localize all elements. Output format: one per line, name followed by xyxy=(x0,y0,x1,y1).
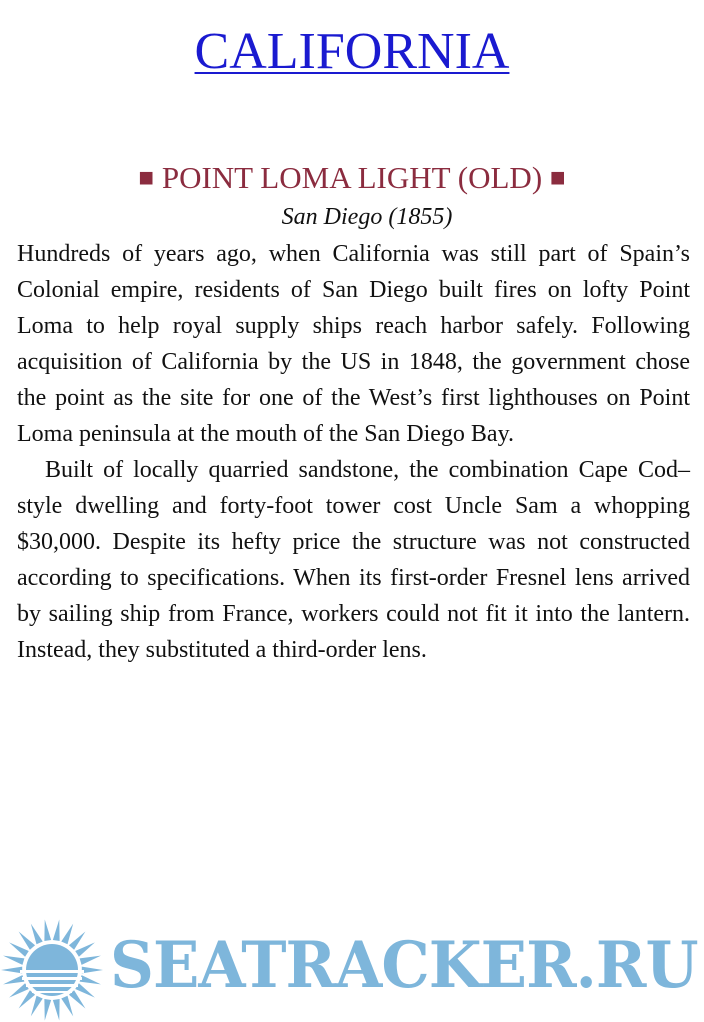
location-year: San Diego (1855) xyxy=(281,204,453,230)
sun-ray xyxy=(82,967,103,974)
sun-ray xyxy=(69,990,85,1008)
sun-ray xyxy=(1,967,22,974)
sun-ray xyxy=(31,924,43,945)
sun-ray xyxy=(80,956,101,965)
sun-icon xyxy=(0,918,104,1022)
site-logo xyxy=(0,910,704,1019)
state-title-link[interactable]: CALIFORNIA xyxy=(194,23,510,80)
sun-ray xyxy=(53,920,60,941)
square-marker-icon: ■ xyxy=(549,163,566,192)
lighthouse-heading xyxy=(0,158,704,198)
page-title xyxy=(0,22,704,82)
sun-ray xyxy=(19,990,35,1008)
sun-ray xyxy=(9,942,29,956)
sun-ray xyxy=(44,999,51,1020)
sun-ray xyxy=(61,996,73,1017)
sun-ray xyxy=(19,931,35,949)
sun-ray xyxy=(53,999,60,1020)
lighthouse-name: POINT LOMA LIGHT (OLD) xyxy=(161,160,543,195)
sun-ray xyxy=(75,942,95,956)
site-name: SEATRACKER.RU xyxy=(110,928,698,1003)
sun-ray xyxy=(9,983,29,997)
article-paragraph: Built of locally quarried sandstone, the combination Cape Cod–style dwelling and forty-foot tower cost Uncle Sam a whopping $30,000. Despite its hefty price the structure was not constructed according to specifications. When its first-order Fresnel lens arrived by sailing ship from France, workers could not fit it into the lantern. Instead, they substituted a third-order lens. xyxy=(17,457,690,663)
sun-ray xyxy=(75,983,95,997)
sun-ray xyxy=(61,924,73,945)
sun-ray xyxy=(31,996,43,1017)
sun-ray xyxy=(3,956,24,965)
article-body xyxy=(17,236,690,668)
sun-ray xyxy=(69,931,85,949)
sun-ray xyxy=(44,920,51,941)
square-marker-icon: ■ xyxy=(138,163,155,192)
sun-ray xyxy=(80,975,101,984)
sun-ray xyxy=(3,975,24,984)
article-paragraph: Hundreds of years ago, when California was still part of Spain’s Colonial empire, residents of San Diego built fires on lofty Point Loma to help royal supply ships reach harbor safely. Following acquisition of California by the US in 1848, the government chose the point as the site for one of the West’s first lighthouses on Point Loma peninsula at the mouth of the San Diego Bay. xyxy=(17,241,690,447)
